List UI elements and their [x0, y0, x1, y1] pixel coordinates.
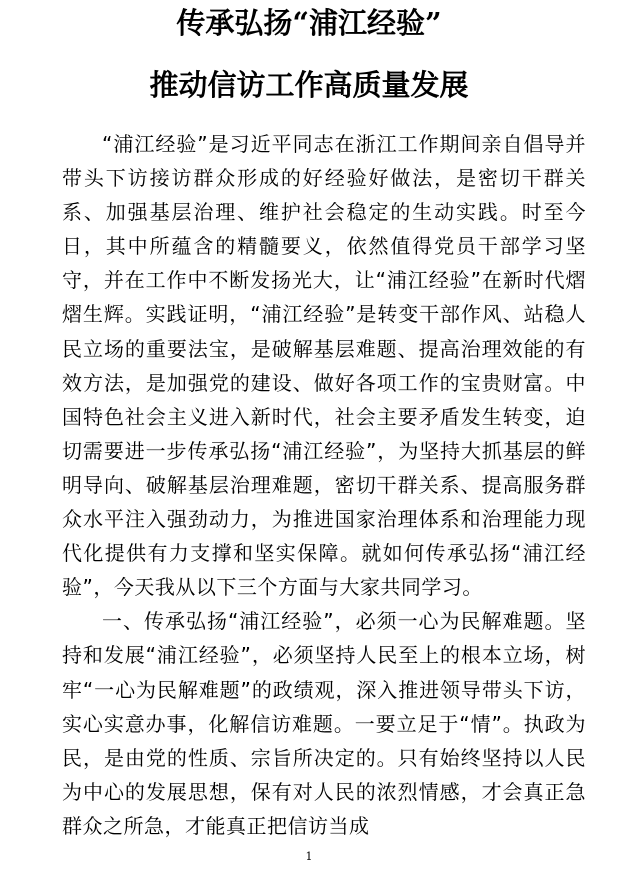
paragraph-intro: “浦江经验”是习近平同志在浙江工作期间亲自倡导并带头下访接访群众形成的好经验好做法，是密切干群关系、加强基层治理、维护社会稳定的生动实践。时至今日，其中所蕴含的精髓要义，依然值得党员干部学习坚守，并在工作中不断发扬光大，让“浦江经验”在新时代熠熠生辉。实践证明，“浦江经验”是转变干部作风、站稳人民立场的重要法宝，是破解基层难题、提高治理效能的有效方法，是加强党的建设、做好各项工作的宝贵财富。中国特色社会主义进入新时代，社会主要矛盾发生转变，迫切需要进一步传承弘扬“浦江经验”，为坚持大抓基层的鲜明导向、破解基层治理难题，密切干群关系、提高服务群众水平注入强劲动力，为推进国家治理体系和治理能力现代化提供有力支撑和坚实保障。就如何传承弘扬“浦江经验”，今天我从以下三个方面与大家共同学习。	[62, 132, 586, 600]
document-title-line-2: 推动信访工作高质量发展	[149, 68, 469, 102]
document-body	[62, 127, 586, 843]
paragraph-section-1: 一、传承弘扬“浦江经验”，必须一心为民解难题。坚持和发展“浦江经验”，必须坚持人民至上的根本立场，树牢“一心为民解难题”的政绩观，深入推进领导带头下访，实心实意办事，化解信访难题。一要立足于“情”。执政为民，是由党的性质、宗旨所决定的。只有始终坚持以人民为中心的发展思想，保有对人民的浓烈情感，才会真正急群众之所急，才能真正把信访当成	[62, 609, 586, 838]
document-title-line-1: 传承弘扬“浦江经验”	[176, 6, 442, 40]
page-number: 1	[305, 850, 313, 863]
